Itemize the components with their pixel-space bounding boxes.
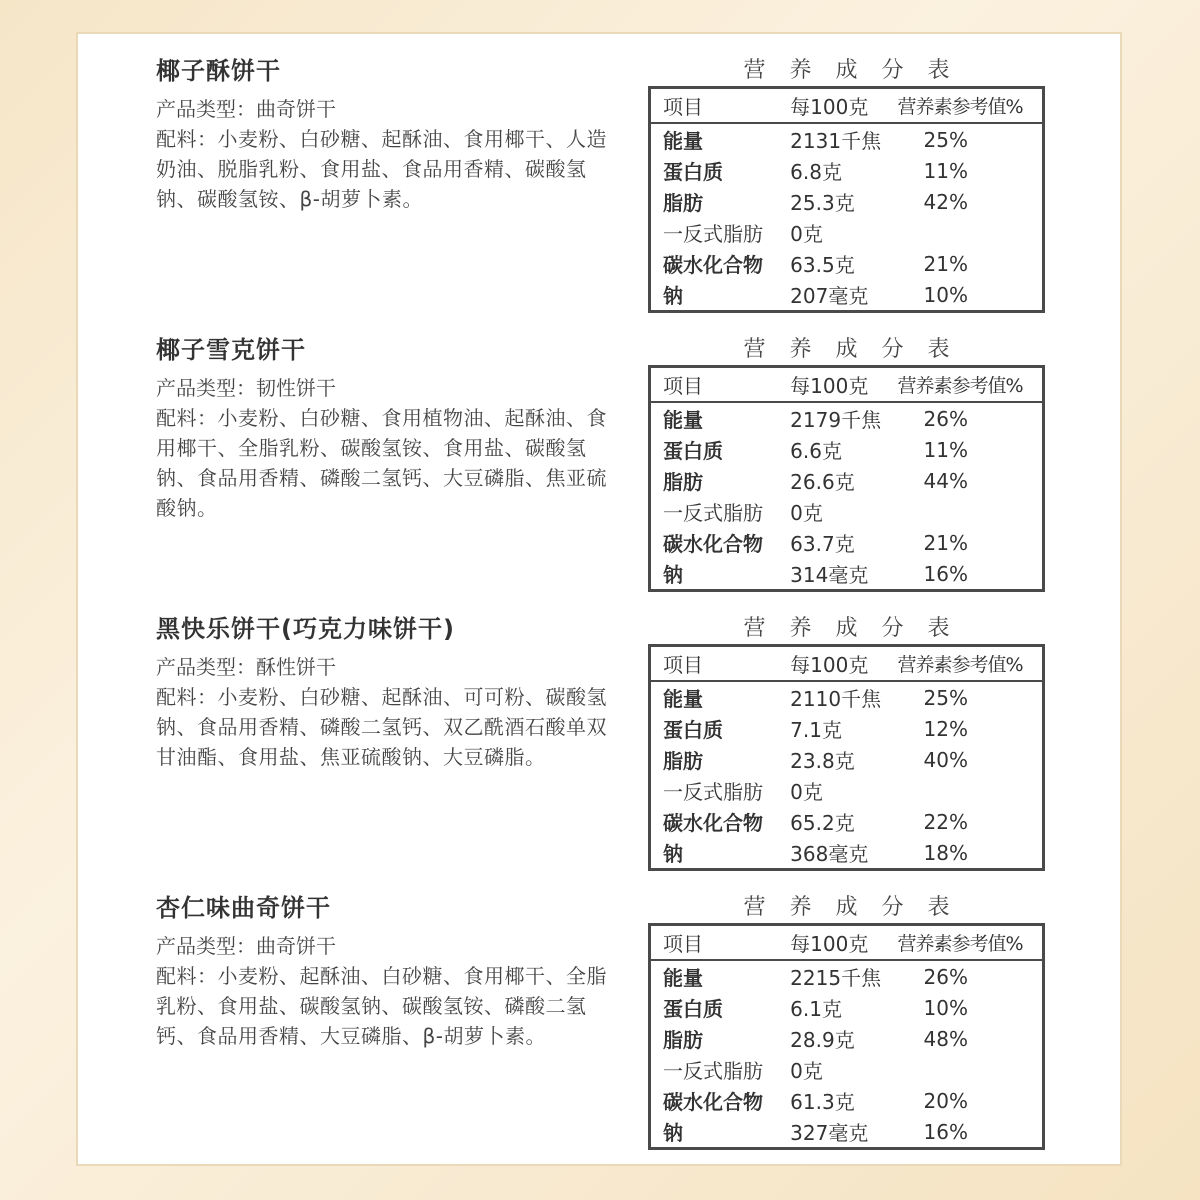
nutrient-name: 脂肪 — [663, 470, 703, 494]
nutrition-header-row — [650, 646, 1044, 682]
nutrient-value: 0克 — [790, 780, 823, 804]
nutrient-nrv — [888, 217, 1044, 248]
nutrition-table — [648, 923, 1045, 1150]
header-item: 项目 — [650, 367, 779, 403]
nutrition-table — [648, 86, 1045, 313]
nutrient-value: 2131千焦 — [790, 129, 882, 153]
nutrient-value: 28.9克 — [790, 1028, 855, 1052]
nutrient-value: 2215千焦 — [790, 966, 882, 990]
nutrition-header-row — [650, 925, 1044, 961]
nutrition-facts — [648, 612, 1045, 871]
nutrient-nrv: 20% — [923, 1088, 968, 1113]
nutrient-nrv: 21% — [923, 530, 968, 555]
header-per100: 每100克 — [778, 925, 887, 961]
product-type: 产品类型：韧性饼干 — [156, 376, 336, 400]
nutrition-facts — [648, 333, 1045, 592]
product-name: 黑快乐饼干(巧克力味饼干) — [156, 615, 455, 643]
header-nrv: 营养素参考值% — [888, 646, 1044, 682]
nutrient-value: 0克 — [790, 501, 823, 525]
nutrient-value: 0克 — [790, 222, 823, 246]
nutrient-name: 脂肪 — [663, 191, 703, 215]
nutrient-value: 207毫克 — [790, 284, 869, 308]
nutrition-row — [650, 123, 1044, 155]
nutrition-row — [650, 1085, 1044, 1116]
nutrition-row — [650, 155, 1044, 186]
nutrient-nrv: 10% — [923, 995, 968, 1020]
nutrient-value: 2110千焦 — [790, 687, 882, 711]
nutrition-table — [648, 644, 1045, 871]
nutrition-row — [650, 744, 1044, 775]
nutrition-row — [650, 217, 1044, 248]
product-name: 椰子酥饼干 — [156, 57, 281, 85]
nutrient-nrv: 11% — [923, 437, 968, 462]
nutrition-facts — [648, 54, 1045, 313]
nutrition-row — [650, 465, 1044, 496]
nutrient-name: 碳水化合物 — [663, 811, 763, 835]
nutrition-row — [650, 1054, 1044, 1085]
nutrient-value: 26.6克 — [790, 470, 855, 494]
nutrition-row — [650, 186, 1044, 217]
nutrient-nrv: 26% — [923, 406, 968, 431]
nutrient-nrv: 11% — [923, 158, 968, 183]
nutrient-value: 327毫克 — [790, 1121, 869, 1145]
product-info — [156, 612, 626, 772]
nutrition-title: 营养成分表 — [743, 58, 974, 83]
nutrition-row — [650, 960, 1044, 992]
nutrient-nrv: 22% — [923, 809, 968, 834]
nutrition-row — [650, 434, 1044, 465]
product-section — [78, 333, 1120, 613]
nutrient-nrv: 12% — [923, 716, 968, 741]
nutrition-row — [650, 713, 1044, 744]
nutrition-row — [650, 402, 1044, 434]
nutrient-value: 61.3克 — [790, 1090, 855, 1114]
nutrient-name: 一反式脂肪 — [663, 1059, 763, 1083]
nutrient-name: 脂肪 — [663, 1028, 703, 1052]
nutrition-header-row — [650, 367, 1044, 403]
header-nrv: 营养素参考值% — [888, 367, 1044, 403]
nutrition-row — [650, 992, 1044, 1023]
product-name: 杏仁味曲奇饼干 — [156, 894, 331, 922]
nutrition-row — [650, 279, 1044, 312]
nutrition-row — [650, 496, 1044, 527]
nutrient-name: 蛋白质 — [663, 160, 723, 184]
nutrient-value: 65.2克 — [790, 811, 855, 835]
nutrition-row — [650, 1116, 1044, 1149]
nutrition-row — [650, 527, 1044, 558]
header-per100: 每100克 — [778, 367, 887, 403]
ingredients-text: 配料：小麦粉、白砂糖、起酥油、食用椰干、人造奶油、脱脂乳粉、食用盐、食品用香精、碳酸氢钠、碳酸氢铵、β-胡萝卜素。 — [156, 127, 607, 211]
ingredients-text: 配料：小麦粉、起酥油、白砂糖、食用椰干、全脂乳粉、食用盐、碳酸氢钠、碳酸氢铵、磷酸二氢钙、食品用香精、大豆磷脂、β-胡萝卜素。 — [156, 964, 607, 1048]
ingredients-text: 配料：小麦粉、白砂糖、起酥油、可可粉、碳酸氢钠、食品用香精、磷酸二氢钙、双乙酰酒石酸单双甘油酯、食用盐、焦亚硫酸钠、大豆磷脂。 — [156, 685, 607, 769]
nutrient-name: 能量 — [663, 966, 703, 990]
nutrient-nrv: 18% — [923, 840, 968, 865]
header-per100: 每100克 — [778, 88, 887, 124]
nutrient-value: 25.3克 — [790, 191, 855, 215]
nutrient-name: 脂肪 — [663, 749, 703, 773]
nutrient-name: 能量 — [663, 129, 703, 153]
product-type: 产品类型：曲奇饼干 — [156, 97, 336, 121]
nutrition-row — [650, 558, 1044, 591]
nutrient-name: 钠 — [663, 563, 683, 587]
nutrient-nrv: 40% — [923, 747, 968, 772]
header-item: 项目 — [650, 88, 779, 124]
nutrient-name: 一反式脂肪 — [663, 780, 763, 804]
nutrient-value: 63.5克 — [790, 253, 855, 277]
product-type: 产品类型：曲奇饼干 — [156, 934, 336, 958]
nutrient-name: 碳水化合物 — [663, 253, 763, 277]
product-name: 椰子雪克饼干 — [156, 336, 306, 364]
product-section — [78, 612, 1120, 892]
nutrient-value: 7.1克 — [790, 718, 842, 742]
nutrition-header-row — [650, 88, 1044, 124]
product-info — [156, 333, 626, 523]
nutrient-name: 钠 — [663, 842, 683, 866]
nutrient-name: 能量 — [663, 687, 703, 711]
nutrient-name: 钠 — [663, 1121, 683, 1145]
header-item: 项目 — [650, 646, 779, 682]
nutrient-nrv: 21% — [923, 251, 968, 276]
product-info — [156, 54, 626, 214]
nutrient-value: 6.1克 — [790, 997, 842, 1021]
nutrient-nrv — [888, 496, 1044, 527]
nutrient-name: 碳水化合物 — [663, 532, 763, 556]
nutrient-name: 碳水化合物 — [663, 1090, 763, 1114]
nutrition-row — [650, 775, 1044, 806]
nutrition-table — [648, 365, 1045, 592]
nutrient-nrv: 44% — [923, 468, 968, 493]
nutrient-nrv: 26% — [923, 964, 968, 989]
nutrient-nrv: 25% — [923, 127, 968, 152]
header-item: 项目 — [650, 925, 779, 961]
nutrient-value: 23.8克 — [790, 749, 855, 773]
product-type: 产品类型：酥性饼干 — [156, 655, 336, 679]
header-nrv: 营养素参考值% — [888, 925, 1044, 961]
nutrient-value: 368毫克 — [790, 842, 869, 866]
nutrient-value: 0克 — [790, 1059, 823, 1083]
nutrient-value: 63.7克 — [790, 532, 855, 556]
product-info-card — [76, 32, 1122, 1166]
nutrient-value: 6.8克 — [790, 160, 842, 184]
nutrient-name: 钠 — [663, 284, 683, 308]
nutrient-name: 能量 — [663, 408, 703, 432]
nutrition-facts — [648, 891, 1045, 1150]
nutrient-nrv: 16% — [923, 1119, 968, 1144]
nutrient-value: 6.6克 — [790, 439, 842, 463]
nutrient-name: 一反式脂肪 — [663, 501, 763, 525]
nutrient-value: 2179千焦 — [790, 408, 882, 432]
nutrition-row — [650, 248, 1044, 279]
nutrient-name: 蛋白质 — [663, 439, 723, 463]
nutrient-nrv: 25% — [923, 685, 968, 710]
header-per100: 每100克 — [778, 646, 887, 682]
nutrition-row — [650, 806, 1044, 837]
nutrition-row — [650, 1023, 1044, 1054]
nutrient-nrv: 16% — [923, 561, 968, 586]
nutrition-title: 营养成分表 — [743, 337, 974, 362]
nutrition-row — [650, 681, 1044, 713]
nutrient-name: 一反式脂肪 — [663, 222, 763, 246]
nutrient-value: 314毫克 — [790, 563, 869, 587]
nutrition-title: 营养成分表 — [743, 616, 974, 641]
product-section — [78, 54, 1120, 334]
product-info — [156, 891, 626, 1051]
product-section — [78, 891, 1120, 1171]
nutrition-row — [650, 837, 1044, 870]
nutrient-nrv: 48% — [923, 1026, 968, 1051]
nutrition-title: 营养成分表 — [743, 895, 974, 920]
header-nrv: 营养素参考值% — [888, 88, 1044, 124]
nutrient-name: 蛋白质 — [663, 997, 723, 1021]
nutrient-name: 蛋白质 — [663, 718, 723, 742]
nutrient-nrv — [888, 775, 1044, 806]
nutrient-nrv — [888, 1054, 1044, 1085]
ingredients-text: 配料：小麦粉、白砂糖、食用植物油、起酥油、食用椰干、全脂乳粉、碳酸氢铵、食用盐、碳酸氢钠、食品用香精、磷酸二氢钙、大豆磷脂、焦亚硫酸钠。 — [156, 406, 607, 520]
nutrient-nrv: 10% — [923, 282, 968, 307]
nutrient-nrv: 42% — [923, 189, 968, 214]
